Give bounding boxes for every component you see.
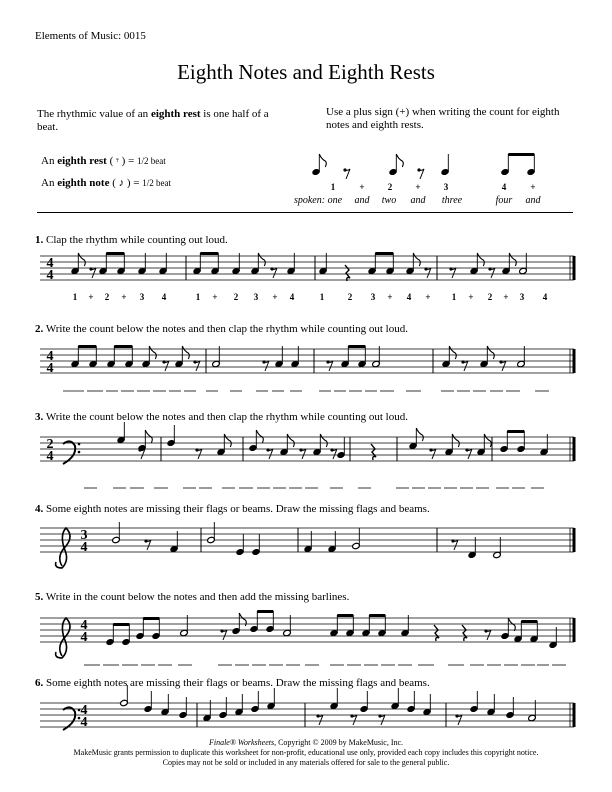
time-signature-bottom: 4	[80, 630, 88, 645]
example-count: 2	[387, 182, 393, 192]
beam	[200, 252, 218, 255]
eighth-flag	[78, 253, 85, 266]
exercise-4-number: 4.	[35, 503, 44, 515]
beam	[348, 345, 365, 348]
eighth-flag	[413, 253, 420, 266]
exercise-2-number: 2.	[35, 323, 44, 335]
beam	[508, 153, 534, 156]
exercise-3-number: 3.	[35, 411, 44, 423]
quarter-rest	[434, 625, 439, 641]
exercise-1-count: 2	[233, 292, 239, 302]
time-signature-bottom: 4	[80, 715, 88, 730]
eighth-flag	[149, 346, 156, 359]
eighth-rest	[264, 361, 269, 371]
example-count: +	[415, 182, 421, 192]
exercise-1-count: 1	[195, 292, 201, 302]
beam	[507, 430, 524, 433]
example-spoken: and	[525, 195, 541, 206]
bass-clef-dot	[78, 451, 81, 454]
exercise-1-count: 2	[104, 292, 110, 302]
eighth-rest	[486, 630, 491, 640]
final-barline-thick	[573, 703, 576, 727]
exercise-1-count: 4	[406, 292, 412, 302]
exercise-1-count: 1	[319, 292, 325, 302]
example-spoken: and	[410, 195, 426, 206]
eighth-flag	[416, 428, 423, 441]
exercise-1-count: +	[468, 292, 474, 302]
exercise-3-text: Write the count below the notes and then clap the rhythm while counting out loud.	[45, 411, 408, 423]
eighth-flag	[477, 253, 484, 266]
intro-text-before: The rhythmic value of an	[37, 108, 151, 120]
exercise-6-number: 6.	[35, 677, 44, 689]
eighth-flag	[484, 434, 491, 447]
final-barline-thick	[573, 256, 576, 280]
eighth-flag	[319, 154, 326, 167]
note-def-symbol: ( ♪ ) =	[112, 177, 143, 189]
eighth-rest	[222, 630, 227, 640]
exercise-1-count: 3	[370, 292, 376, 302]
example-spoken: two	[381, 195, 397, 206]
example-count: 1	[330, 182, 336, 192]
eighth-flag	[509, 253, 516, 266]
plus-sign-instruction: Use a plus sign (+) when writing the count for eighth notes and eighth rests.	[326, 106, 560, 131]
exercise-2-text: Write the count below the notes and then clap the rhythm while counting out loud.	[45, 323, 408, 335]
exercise-1-count: 1	[451, 292, 457, 302]
exercise-1-count: +	[387, 292, 393, 302]
example-spoken: and	[354, 195, 370, 206]
quarter-rest	[345, 265, 350, 281]
quarter-rest	[462, 625, 467, 641]
exercise-1-count: 4	[161, 292, 167, 302]
worksheet-id: Elements of Music: 0015	[35, 30, 146, 42]
eighth-rest	[501, 361, 506, 371]
exercise-1-count: 4	[542, 292, 548, 302]
eighth-flag	[452, 434, 459, 447]
note-def-bold: eighth note	[57, 177, 110, 189]
example-count: +	[359, 182, 365, 192]
exercise-1-count: +	[212, 292, 218, 302]
eighth-rest	[197, 449, 202, 459]
bass-clef-dot	[78, 709, 81, 712]
exercise-1-count: +	[425, 292, 431, 302]
exercise-5-text: Write in the count below the notes and then add the missing barlines.	[45, 591, 350, 603]
eighth-rest	[419, 169, 424, 179]
eighth-rest	[352, 715, 357, 725]
eighth-rest	[332, 449, 337, 459]
beam	[106, 252, 124, 255]
exercise-1-text: Clap the rhythm while counting out loud.	[46, 234, 228, 246]
eighth-rest	[268, 449, 273, 459]
beam	[337, 614, 353, 617]
eighth-rest	[345, 169, 350, 179]
final-barline-thick	[573, 349, 576, 373]
rest-def-value: 1/2 beat	[137, 156, 166, 166]
eighth-rest	[451, 268, 456, 278]
example-spoken: four	[495, 195, 513, 206]
example-spoken: three	[441, 195, 463, 206]
eighth-rest	[426, 268, 431, 278]
exercise-1-count: +	[88, 292, 94, 302]
eighth-rest	[272, 268, 277, 278]
eighth-rest	[301, 449, 306, 459]
final-barline-thick	[573, 528, 576, 552]
eighth-flag	[449, 346, 456, 359]
beam	[369, 614, 385, 617]
exercise-1-count: +	[503, 292, 509, 302]
eighth-rest	[457, 715, 462, 725]
example-count: 3	[443, 182, 449, 192]
bass-clef-dot	[78, 717, 81, 720]
eighth-rest	[453, 540, 458, 550]
beam	[113, 623, 129, 626]
time-signature-top: 2	[46, 437, 54, 452]
exercise-1-count: 3	[139, 292, 145, 302]
footer-line-1	[0, 738, 612, 748]
footer-line-3: Copies may not be sold or included in any materials offered for sale to the general public.	[162, 758, 450, 767]
final-barline-thick	[573, 437, 576, 461]
eighth-flag	[145, 430, 152, 443]
rest-def-bold: eighth rest	[57, 155, 107, 167]
time-signature-bottom: 4	[80, 540, 88, 555]
eighth-rest	[463, 361, 468, 371]
footer-line-2: MakeMusic grants permission to duplicate this worksheet for non-profit, educational use only, provided each copy includes this copyright notice.	[73, 748, 539, 757]
final-barline-thick	[573, 618, 576, 642]
time-signature-bottom: 4	[46, 268, 54, 283]
beam	[143, 617, 159, 620]
eighth-flag	[287, 434, 294, 447]
time-signature-top: 4	[46, 256, 54, 271]
eighth-rest	[146, 540, 151, 550]
bass-clef-dot	[78, 443, 81, 446]
eighth-rest	[328, 361, 333, 371]
exercise-1-count: 4	[289, 292, 295, 302]
eighth-flag	[508, 618, 515, 631]
example-count: +	[530, 182, 536, 192]
beam	[257, 610, 273, 613]
time-signature-top: 3	[80, 528, 88, 543]
beam	[521, 620, 537, 623]
eighth-rest	[490, 268, 495, 278]
time-signature-bottom: 4	[46, 361, 54, 376]
time-signature-top: 4	[80, 703, 88, 718]
beam	[375, 252, 393, 255]
eighth-rest	[195, 361, 200, 371]
exercise-1-count: 1	[72, 292, 78, 302]
footer-copyright: , Copyright © 2009 by MakeMusic, Inc.	[274, 738, 404, 747]
exercise-6-text: Some eighth notes are missing their flags or beams. Draw the missing flags and beams.	[46, 677, 430, 689]
exercise-1-count: 2	[487, 292, 493, 302]
eighth-flag	[256, 430, 263, 443]
exercise-1-count: +	[121, 292, 127, 302]
exercise-4-text: Some eighth notes are missing their flags or beams. Draw the missing flags and beams.	[46, 503, 430, 515]
eighth-flag	[182, 346, 189, 359]
exercise-1-count: 3	[519, 292, 525, 302]
exercise-1-count: 3	[253, 292, 259, 302]
quarter-rest	[371, 444, 376, 460]
note-def-prefix: An	[41, 177, 58, 189]
time-signature-top: 4	[46, 349, 54, 364]
exercise-1-count: +	[272, 292, 278, 302]
page-title: Eighth Notes and Eighth Rests	[177, 60, 435, 84]
eighth-flag	[258, 253, 265, 266]
copyright-footer	[0, 738, 612, 768]
exercise-1-number: 1.	[35, 234, 44, 246]
time-signature-top: 4	[80, 618, 88, 633]
example-count: 4	[501, 182, 507, 192]
intro-text-bold: eighth rest	[150, 108, 201, 120]
beam	[78, 345, 96, 348]
rest-def-symbol: ( 𝄾 ) =	[109, 155, 138, 167]
footer-brand: Finale® Worksheets	[208, 738, 275, 747]
eighth-rest	[380, 715, 385, 725]
eighth-flag	[396, 154, 403, 167]
note-def-value: 1/2 beat	[142, 178, 171, 188]
rest-def-prefix: An	[41, 155, 58, 167]
eighth-rest	[164, 361, 169, 371]
exercise-1-count: 2	[347, 292, 353, 302]
eighth-flag	[320, 434, 327, 447]
example-spoken: spoken: one	[293, 195, 343, 206]
eighth-rest	[318, 715, 323, 725]
eighth-rest	[91, 268, 96, 278]
eighth-rest	[431, 449, 436, 459]
beam	[114, 345, 132, 348]
eighth-flag	[487, 346, 494, 359]
time-signature-bottom: 4	[46, 449, 54, 464]
eighth-rest	[467, 449, 472, 459]
eighth-flag	[224, 434, 231, 447]
intro-text-after: is one half of a beat.	[37, 108, 269, 133]
exercise-5-number: 5.	[35, 591, 44, 603]
